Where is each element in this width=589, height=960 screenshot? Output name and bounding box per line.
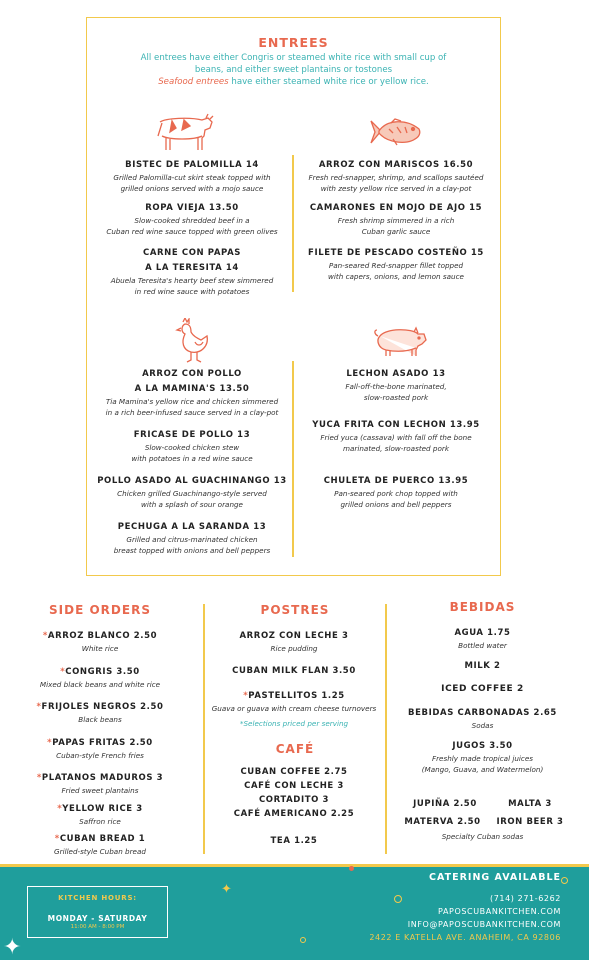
kitchen-hours: KITCHEN HOURS: MONDAY - SATURDAY 11:00 AM - 8:00 PM xyxy=(27,886,168,938)
entrees-intro: All entrees have either Congris or steamed white rice with small cup of beans, and either sweet plantains or tostones Seafood entrees have either steamed white rice or yellow rice. xyxy=(140,53,447,87)
menu-item: ARROZ CON MARISCOS 16.50 Fresh red-snapper, shrimp, and scallops sautéed with zesty yellow rice served in a clay-pot xyxy=(308,160,484,193)
postres-note: *Selections priced per serving xyxy=(239,719,349,728)
circle-icon xyxy=(394,895,402,903)
menu-item: ICED COFFEE 2 xyxy=(441,684,524,694)
menu-item: *ARROZ BLANCO 2.50 White rice xyxy=(42,631,158,653)
sparkle-icon: ✦ xyxy=(3,935,22,960)
menu-item: AGUA 1.75 Bottled water xyxy=(454,628,511,650)
sparkle-icon: ✦ xyxy=(221,882,232,897)
dot-icon xyxy=(349,866,354,871)
menu-item: *CUBAN BREAD 1 Grilled-style Cuban bread xyxy=(54,834,146,856)
menu-item: *PASTELLITOS 1.25 Guava or guava with cream cheese turnovers xyxy=(211,691,377,713)
circle-icon xyxy=(300,937,306,943)
menu-item: ARROZ CON POLLO A LA MAMINA'S 13.50 Tia Mamina's yellow rice and chicken simmered in a rich beer-infused sauce served in a clay-pot xyxy=(105,369,279,417)
menu-item: CHULETA DE PUERCO 13.95 Pan-seared pork chop topped with grilled onions and bell peppers xyxy=(323,476,469,509)
menu-item: TEA 1.25 xyxy=(270,836,318,846)
fish-icon xyxy=(367,115,425,151)
menu-item: FRICASE DE POLLO 13 Slow-cooked chicken stew with potatoes in a red wine sauce xyxy=(131,430,253,463)
menu-item: JUPIÑA 2.50 xyxy=(413,799,477,809)
email-link[interactable]: INFO@PAPOSCUBANKITCHEN.COM xyxy=(407,920,561,929)
menu-item: MALTA 3 xyxy=(508,799,552,809)
divider xyxy=(292,361,294,557)
menu-item: CARNE CON PAPAS A LA TERESITA 14 Abuela Teresita's hearty beef stew simmered in red wine sauce with potatoes xyxy=(110,248,274,296)
menu-item: Specialty Cuban sodas xyxy=(441,832,524,841)
menu-item: BEBIDAS CARBONADAS 2.65 Sodas xyxy=(408,708,557,730)
chicken-icon xyxy=(175,318,211,364)
menu-item: ROPA VIEJA 13.50 Slow-cooked shredded beef in a Cuban red wine sauce topped with green olives xyxy=(106,203,278,236)
menu-item: CUBAN MILK FLAN 3.50 xyxy=(232,666,356,676)
menu-item: CAMARONES EN MOJO DE AJO 15 Fresh shrimp simmered in a rich Cuban garlic sauce xyxy=(309,203,483,236)
postres-title: POSTRES xyxy=(260,603,330,617)
menu-item: BISTEC DE PALOMILLA 14 Grilled Palomilla-cut skirt steak topped with grilled onions served with a mojo sauce xyxy=(113,160,271,193)
menu-item: FILETE DE PESCADO COSTEÑO 15 Pan-seared Red-snapper fillet topped with capers, onions, and lemon sauce xyxy=(308,248,484,281)
menu-item: *YELLOW RICE 3 Saffron rice xyxy=(57,804,143,826)
menu-item: POLLO ASADO AL GUACHINANGO 13 Chicken grilled Guachinango-style served with a splash of sour orange xyxy=(97,476,287,509)
menu-item: JUGOS 3.50 Freshly made tropical juices (Mango, Guava, and Watermelon) xyxy=(421,741,544,774)
divider xyxy=(292,155,294,292)
cafe-title: CAFÉ xyxy=(275,742,315,756)
divider xyxy=(385,604,387,854)
circle-icon xyxy=(561,877,568,884)
side-orders-title: SIDE ORDERS xyxy=(49,603,151,617)
menu-item: ARROZ CON LECHE 3 Rice pudding xyxy=(239,631,349,653)
bebidas-title: BEBIDAS xyxy=(449,600,516,614)
menu-item: CUBAN COFFEE 2.75 CAFÉ CON LECHE 3 CORTADITO 3 CAFÉ AMERICANO 2.25 xyxy=(233,767,355,819)
entrees-title: ENTREES xyxy=(258,35,329,50)
pig-icon xyxy=(372,324,428,360)
menu-item: *PAPAS FRITAS 2.50 Cuban-style French fries xyxy=(47,738,153,760)
menu-item: MILK 2 xyxy=(464,661,501,671)
menu-item: LECHON ASADO 13 Fall-off-the-bone marinated, slow-roasted pork xyxy=(345,369,447,402)
cow-icon xyxy=(150,108,216,154)
catering-available: CATERING AVAILABLE xyxy=(429,872,561,883)
menu-item: MATERVA 2.50 xyxy=(404,817,481,827)
address: 2422 E KATELLA AVE. ANAHEIM, CA 92806 xyxy=(369,933,561,942)
menu-item: IRON BEER 3 xyxy=(496,817,564,827)
divider xyxy=(203,604,205,854)
menu-item: PECHUGA A LA SARANDA 13 Grilled and citrus-marinated chicken breast topped with onions and bell peppers xyxy=(113,522,271,555)
menu-item: YUCA FRITA CON LECHON 13.95 Fried yuca (cassava) with fall off the bone marinated, slow-roasted pork xyxy=(312,420,480,453)
seafood-note: Seafood entrees xyxy=(158,77,229,87)
menu-item: *CONGRIS 3.50 Mixed black beans and white rice xyxy=(39,667,161,689)
menu-item: *PLATANOS MADUROS 3 Fried sweet plantains xyxy=(36,773,164,795)
phone[interactable]: (714) 271-6262 xyxy=(490,894,561,903)
menu-item: *FRIJOLES NEGROS 2.50 Black beans xyxy=(36,702,164,724)
website-link[interactable]: PAPOSCUBANKITCHEN.COM xyxy=(438,907,561,916)
